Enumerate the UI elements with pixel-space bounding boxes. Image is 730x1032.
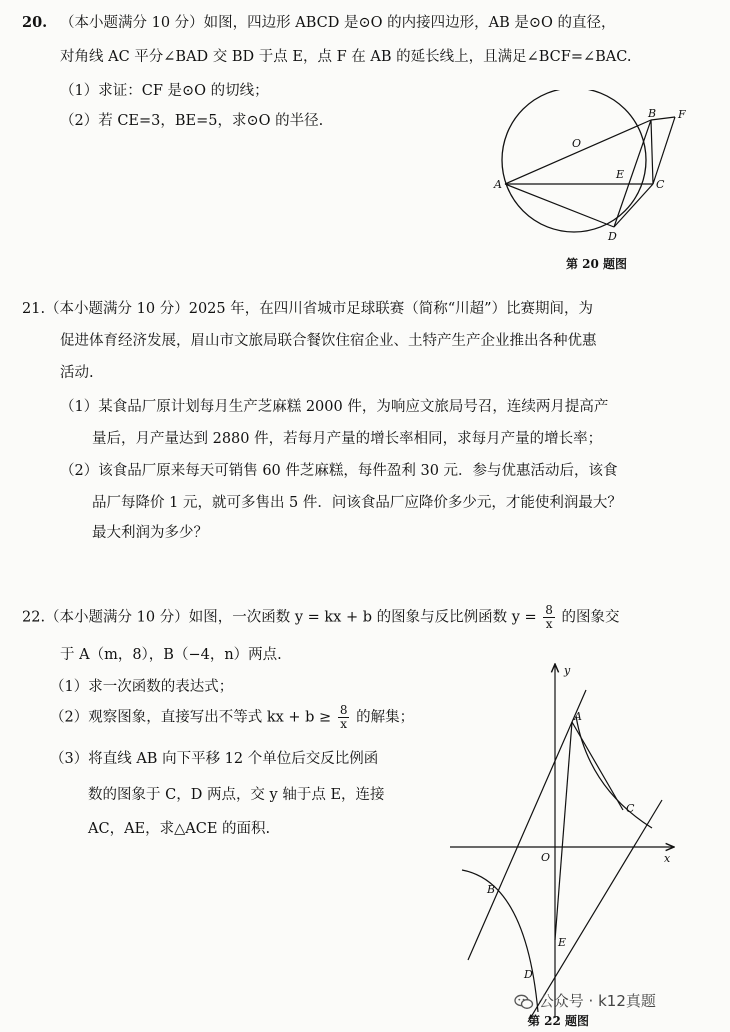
q22-part2-frac-numerator: 8 [339, 703, 348, 717]
q20-diameter-ab [505, 120, 651, 184]
q22-segment-ac [572, 722, 623, 810]
q22-line1-tail: 的图象交 [561, 609, 620, 626]
q21-line2: 促进体育经济发展，眉山市文旅局联合餐饮住宿企业、土特产生产企业推出各种优惠 [60, 333, 597, 349]
q22-label-e: E [558, 936, 567, 949]
q20-chord-bc [651, 120, 653, 184]
q22-label-x: x [664, 852, 671, 865]
q22-label-c: C [626, 802, 635, 815]
q21-part1-line1: （1）某食品厂原计划每月生产芝麻糕 2000 件，为响应文旅局号召，连续两月提高产 [60, 399, 609, 415]
q22-line2: 于 A（m，8），B（−4，n）两点. [60, 647, 282, 663]
q21-line3: 活动. [60, 365, 94, 381]
q22-hyperbola-right [576, 716, 652, 828]
q22-label-o: O [541, 851, 551, 864]
q21-line1: 21.（本小题满分 10 分）2025 年，在四川省城市足球联赛（简称“川超”）比赛期间，为 [22, 301, 594, 317]
q20-figure-caption: 第 20 题图 [566, 257, 628, 271]
q22-label-a: A [574, 710, 582, 723]
q22-frac-denominator: x [545, 617, 553, 631]
watermark-text: 公众号 · k12真题 [538, 992, 656, 1010]
q22-figure [440, 650, 690, 1022]
q20-figure [490, 90, 700, 250]
q20-segment-cf [653, 117, 675, 184]
q22-label-d: D [524, 968, 533, 981]
q20-part1: （1）求证：CF 是⊙O 的切线； [60, 83, 269, 99]
q22-part3-line1: （3）将直线 AB 向下平移 12 个单位后交反比例函 [50, 751, 379, 767]
q21-part2-line3: 最大利润为多少？ [92, 525, 208, 541]
q21-part2-line1: （2）该食品厂原来每天可销售 60 件芝麻糕，每件盈利 30 元．参与优惠活动后，该食 [60, 463, 618, 479]
q20-line2: 对角线 AC 平分∠BAD 交 BD 于点 E，点 F 在 AB 的延长线上，且满足∠BCF=∠BAC. [60, 49, 632, 65]
q22-part2-fraction [338, 704, 350, 731]
q20-part2: （2）若 CE=3，BE=5，求⊙O 的半径. [60, 113, 324, 129]
q22-part1: （1）求一次函数的表达式； [50, 679, 234, 695]
q22-line-cd [528, 800, 662, 1022]
q21-part1-line2: 量后，月产量达到 2880 件，若每月产量的增长率相同，求每月产量的增长率； [92, 431, 603, 447]
q22-figure-caption: 第 22 题图 [528, 1014, 590, 1028]
q20-line1: （本小题满分 10 分）如图，四边形 ABCD 是⊙O 的内接四边形，AB 是⊙O 的直径， [60, 15, 616, 31]
q22-line-ab [468, 690, 586, 960]
q20-label-b: B [648, 107, 657, 120]
q20-label-a: A [494, 178, 502, 191]
q22-fraction-8-over-x [543, 604, 555, 631]
q22-part2-tail: 的解集； [356, 709, 415, 726]
q22-line1 [22, 604, 620, 631]
q22-frac-numerator: 8 [545, 603, 553, 617]
q20-label-c: C [656, 178, 665, 191]
q22-part2 [50, 704, 414, 731]
q20-label-o: O [572, 137, 582, 150]
q20-chord-cd [614, 184, 653, 227]
q20-chord-ad [505, 184, 614, 227]
q22-part2-frac-denominator: x [340, 717, 348, 731]
q22-part3-line3: AC，AE，求△ACE 的面积. [88, 821, 271, 837]
q22-part3-line2: 数的图象于 C，D 两点，交 y 轴于点 E，连接 [88, 787, 385, 803]
q22-label-y: y [564, 664, 571, 677]
q22-line1-text: 22.（本小题满分 10 分）如图，一次函数 y = kx + b 的图象与反比例函数 y = [22, 609, 537, 626]
q21-part2-line2: 品厂每降价 1 元，就可多售出 5 件．问该食品厂应降价多少元，才能使利润最大？ [92, 495, 622, 511]
q22-label-b: B [487, 883, 496, 896]
q20-label-d: D [608, 230, 617, 243]
q20-label-e: E [616, 168, 625, 181]
q20-label-f: F [678, 108, 686, 121]
q20-number: 20. [22, 14, 48, 31]
q22-part2-text: （2）观察图象，直接写出不等式 kx + b ≥ [50, 709, 332, 726]
watermark [514, 990, 656, 1011]
wechat-icon [514, 994, 534, 1010]
